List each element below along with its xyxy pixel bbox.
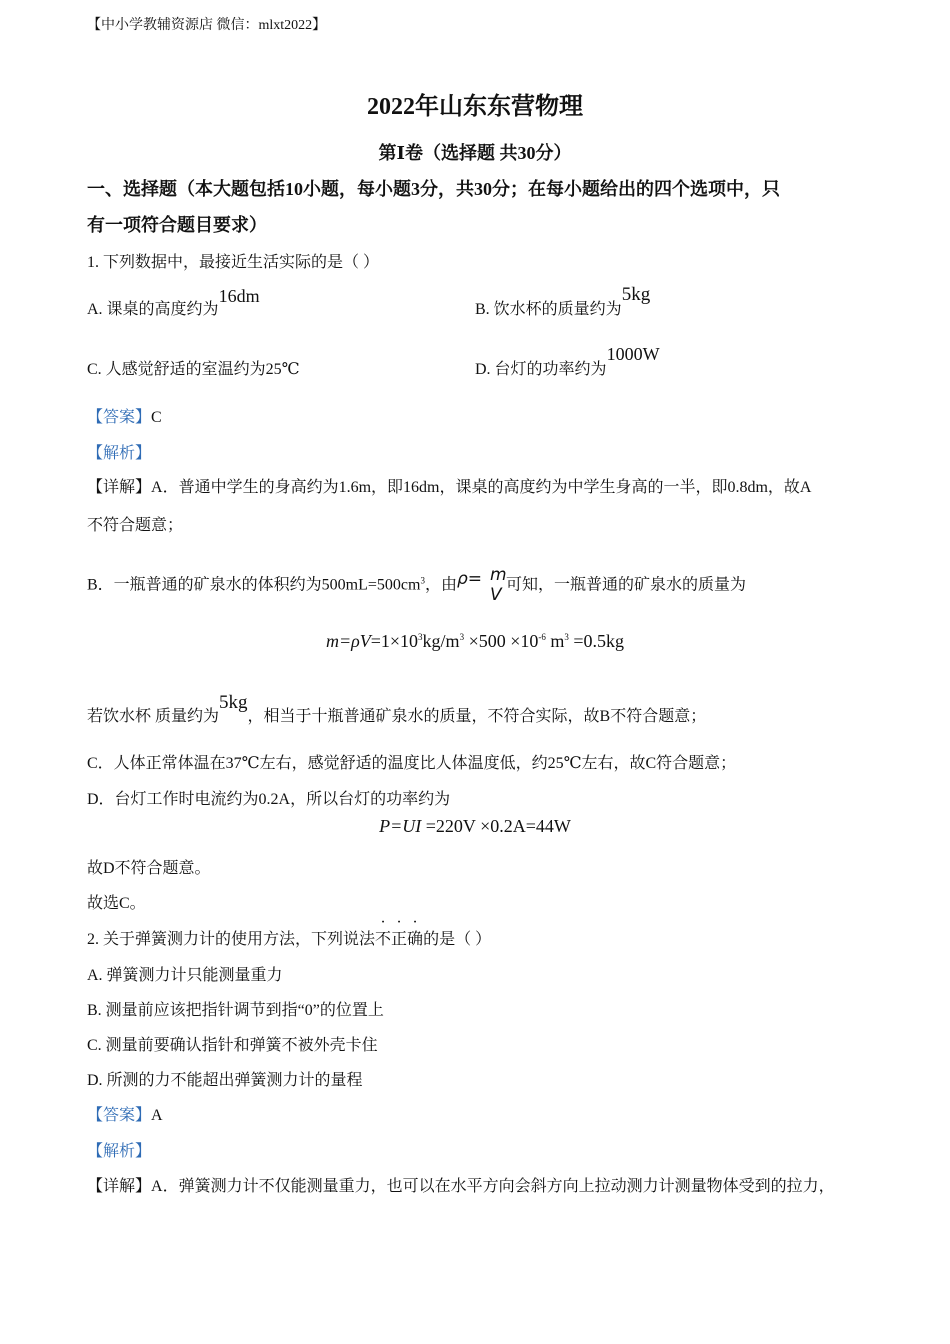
- q1-stem: 1. 下列数据中，最接近生活实际的是（ ）: [87, 254, 380, 271]
- q1-eq1-part5: =0.5kg: [568, 631, 625, 651]
- q1-answer: [87, 404, 162, 427]
- q2-stem: [87, 926, 491, 949]
- q1-option-a: [87, 286, 260, 319]
- q1-option-b-text: B. 饮水杯的质量约为: [475, 301, 622, 318]
- q1-option-d-text: D. 台灯的功率约为: [475, 361, 607, 378]
- q1-detail-b2-pre: 若饮水杯 质量约为: [87, 708, 220, 725]
- q1-eq1-lhs: m=ρV: [325, 631, 371, 651]
- q1-detail-c: C．人体正常体温在37℃左右，感觉舒适的温度比人体温度低，约25℃左右，故C符合题意；: [87, 755, 737, 772]
- page-header: 【中小学教辅资源店 微信：mlxt2022】: [87, 18, 327, 33]
- q1-option-b-value: 5kg: [621, 284, 651, 305]
- q2-option-a: A. 弹簧测力计只能测量重力: [87, 967, 283, 984]
- q1-conclusion-d: 故D不符合题意。: [87, 860, 211, 877]
- q1-eq1-sup1: 3: [418, 632, 423, 642]
- q1-option-b: [475, 284, 651, 320]
- q1-eq1-sup2: 3: [459, 632, 465, 642]
- q1-detail-a-line1: [87, 474, 811, 497]
- q1-fraction-denominator: V: [490, 585, 502, 605]
- q1-option-a-value: 16dm: [218, 286, 260, 306]
- paper-subtitle: 第Ⅰ卷（选择题 共30分）: [378, 143, 572, 163]
- q1-eq1-part3: ×500 ×10: [464, 631, 539, 651]
- q2-emphasis-char-3: 确: [407, 931, 424, 948]
- q1-eq2-lhs: P=UI: [379, 816, 422, 836]
- q1-detail-label: 【详解】: [87, 479, 152, 496]
- q2-emphasis-char-2: 正: [391, 931, 408, 948]
- q1-detail-b-sup: 3: [420, 575, 425, 586]
- q1-detail-b-mid: ，由: [424, 576, 457, 594]
- q2-detail-a-text: A．弹簧测力计不仅能测量重力，也可以在水平方向会斜方向上拉动测力计测量物体受到的拉力，: [151, 1178, 835, 1195]
- page-title: 2022年山东东营物理: [367, 94, 583, 120]
- q1-eq1-part1: =1×10: [370, 631, 419, 651]
- q1-density-rho: ρ=: [456, 568, 483, 589]
- q2-answer-value: A: [151, 1107, 163, 1124]
- q1-option-c: C. 人感觉舒适的室温约为25℃: [87, 361, 300, 378]
- q2-detail-a: [87, 1173, 835, 1196]
- q1-eq1-sup4: 3: [564, 632, 569, 642]
- q2-option-d: D. 所测的力不能超出弹簧测力计的量程: [87, 1072, 363, 1089]
- q2-detail-label: 【详解】: [87, 1178, 152, 1195]
- q2-answer: [87, 1102, 163, 1125]
- q1-option-a-text: A. 课桌的高度约为: [87, 301, 219, 318]
- q1-detail-d: D．台灯工作时电流约为0.2A，所以台灯的功率约为: [87, 791, 451, 808]
- q2-option-c: C. 测量前要确认指针和弹簧不被外壳卡住: [87, 1037, 378, 1054]
- q1-detail-a-line2: 不符合题意；: [87, 517, 184, 534]
- q1-density-fraction: [482, 565, 507, 605]
- q1-fraction-numerator: m: [490, 565, 507, 585]
- q1-equation-mass: [0, 631, 950, 652]
- q2-option-b: B. 测量前应该把指针调节到指“0”的位置上: [87, 1002, 384, 1019]
- q1-eq1-sup3: -6: [538, 632, 546, 642]
- q1-eq1-part2: kg/m: [422, 631, 460, 651]
- q1-option-d-value: 1000W: [606, 344, 660, 364]
- q1-answer-label: 【答案】: [87, 409, 152, 426]
- q1-detail-b-line1: [87, 565, 747, 605]
- section-heading-line1: 一、选择题（本大题包括10小题，每小题3分，共30分；在每小题给出的四个选项中，只: [87, 179, 780, 199]
- q1-detail-b-pre: B．一瓶普通的矿泉水的体积约为500mL=500cm: [87, 576, 421, 594]
- q1-detail-b-line2: [87, 692, 707, 727]
- q1-detail-b-post: 可知，一瓶普通的矿泉水的质量为: [506, 576, 747, 594]
- q1-detail-b2-value: 5kg: [219, 692, 248, 713]
- q1-detail-a-text: A．普通中学生的身高约为1.6m，即16dm，课桌的高度约为中学生身高的一半，即0.8dm，故A: [151, 479, 812, 496]
- q2-stem-pre: 2. 关于弹簧测力计的使用方法，下列说法: [87, 931, 376, 948]
- q1-equation-power: [0, 816, 950, 837]
- q1-eq2-rhs: =220V ×0.2A=44W: [421, 816, 571, 836]
- q1-final-choice: 故选C。: [87, 895, 146, 912]
- q2-stem-post: 的是（ ）: [423, 931, 492, 948]
- q2-emphasis-char-1: 不: [375, 931, 392, 948]
- section-heading-line2: 有一项符合题目要求）: [87, 215, 267, 235]
- q2-analysis-label: 【解析】: [87, 1143, 152, 1160]
- q2-answer-label: 【答案】: [87, 1107, 152, 1124]
- q1-eq1-part4: m: [545, 631, 565, 651]
- q1-answer-value: C: [151, 409, 162, 426]
- q1-option-d: [475, 344, 660, 379]
- q1-detail-b2-post: ，相当于十瓶普通矿泉水的质量，不符合实际，故B不符合题意；: [247, 708, 707, 725]
- q1-analysis-label: 【解析】: [87, 445, 152, 462]
